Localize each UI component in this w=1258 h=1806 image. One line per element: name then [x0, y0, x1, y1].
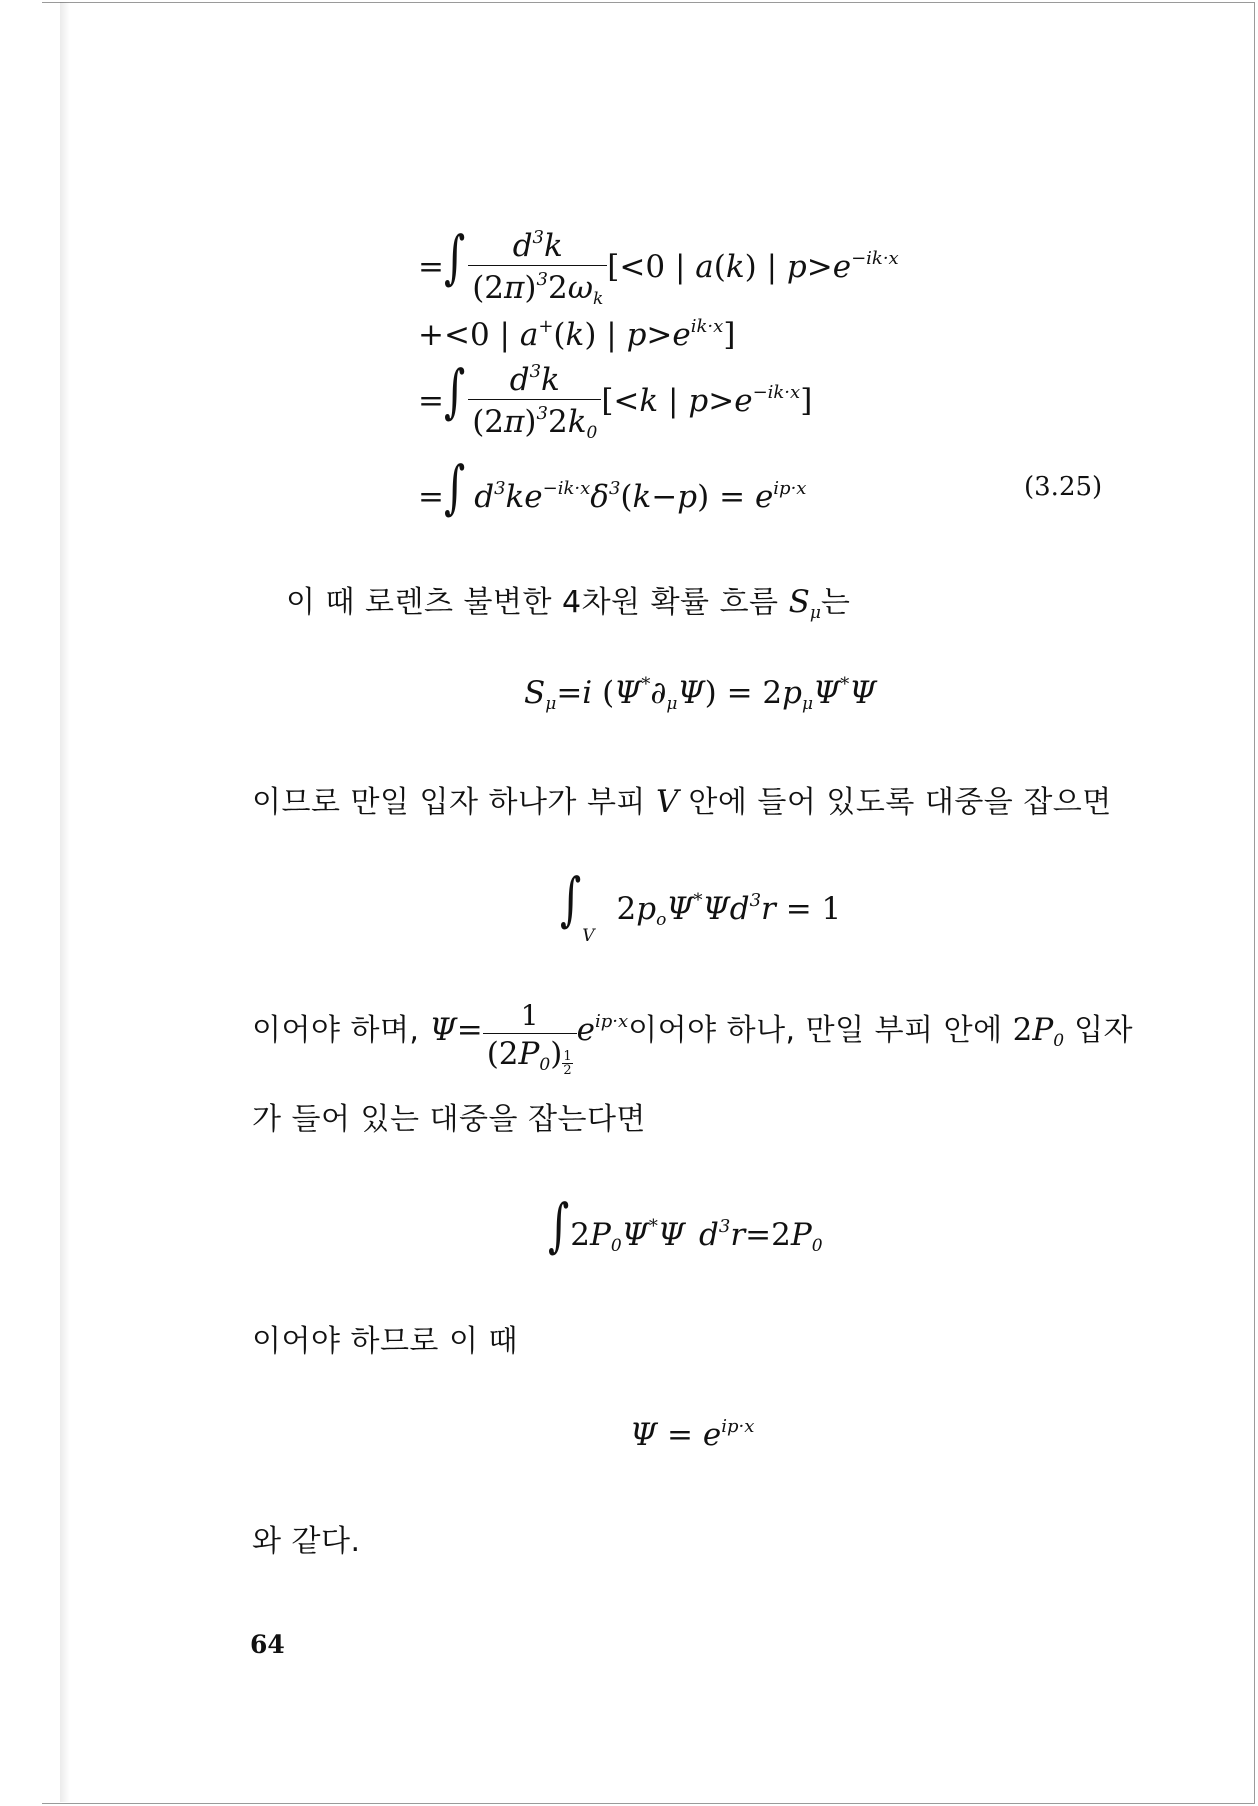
- text-line-4: [252, 1094, 646, 1138]
- equation-line-2: +<0 | a+(k) | $p>e^{ik\cdot x}$]: [418, 316, 736, 353]
- spine-shadow: [60, 2, 70, 1802]
- equation-line-3: =∫ $\frac{d^3k}{(2\pi)^32k_0}$ [<k | $p>e^{-ik\cdot x}$]: [418, 357, 813, 443]
- text-line-1: 이 때 로렌츠 불변한 4차원 확률 흐름 $S_\mu$는: [286, 584, 851, 623]
- text-line-5-content: 이어야 하므로 이 때: [252, 1324, 518, 1359]
- equation-line-4: =∫ $d^3ke^{-ik\cdot x}\delta^3(k-p) = e^{ip\cdot x}$: [418, 453, 807, 521]
- text-line-3: 이어야 하며, Ψ= 1 $(2P_0)$ $\frac{1}{2}$ $e^{ip\cdot x}$이어야 하나, 만일 부피 안에 $2P_0$ 입자: [252, 999, 1134, 1078]
- equation-normalization-2p0: $\int 2P_0\Psi^*\Psi$ $d^3r=2P_0$: [548, 1191, 823, 1259]
- text-line-2: 이므로 만일 입자 하나가 부피 V 안에 들어 있도록 대중을 잡으면: [252, 784, 1112, 820]
- text-line-3-end: 입자: [1064, 1013, 1134, 1048]
- page-number: 64: [250, 1630, 285, 1659]
- text-line-2-content: 이므로 만일 입자 하나가 부피: [252, 785, 656, 820]
- text-line-2-mid: 안에 들어 있도록 대중을 잡으면: [678, 785, 1112, 820]
- text-line-4-content: 가 들어 있는 대중을 잡는다면: [252, 1102, 646, 1137]
- equation-line-1: =∫ $\frac{d^3k}{(2\pi)^32\omega_k}$ [<0 | a(k) | $p>e^{-ik\cdot x}$: [418, 223, 899, 309]
- equation-probability-current: $S_\mu=i$ $(\Psi^*\partial_\mu\Psi) = 2p_\mu\Psi^*\Psi$: [524, 674, 877, 714]
- equation-normalization-v: $\int_V2p_o\Psi^*\Psi d^3r = 1$: [560, 865, 842, 946]
- text-line-6-content: 와 같다.: [252, 1524, 361, 1559]
- text-line-6: [252, 1516, 361, 1560]
- text-line-5: [252, 1316, 518, 1360]
- text-line-3-mid: 이어야 하나, 만일 부피 안에: [628, 1013, 1013, 1048]
- text-line-3-start: 이어야 하며,: [252, 1013, 430, 1048]
- equation-number: (3.25): [1024, 472, 1103, 502]
- text-line-1-content: 이 때 로렌츠 불변한 4차원 확률 흐름: [286, 585, 789, 620]
- equation-psi: $\Psi = e^{ip\cdot x}$: [630, 1416, 755, 1453]
- text-line-1-end: 는: [820, 585, 851, 620]
